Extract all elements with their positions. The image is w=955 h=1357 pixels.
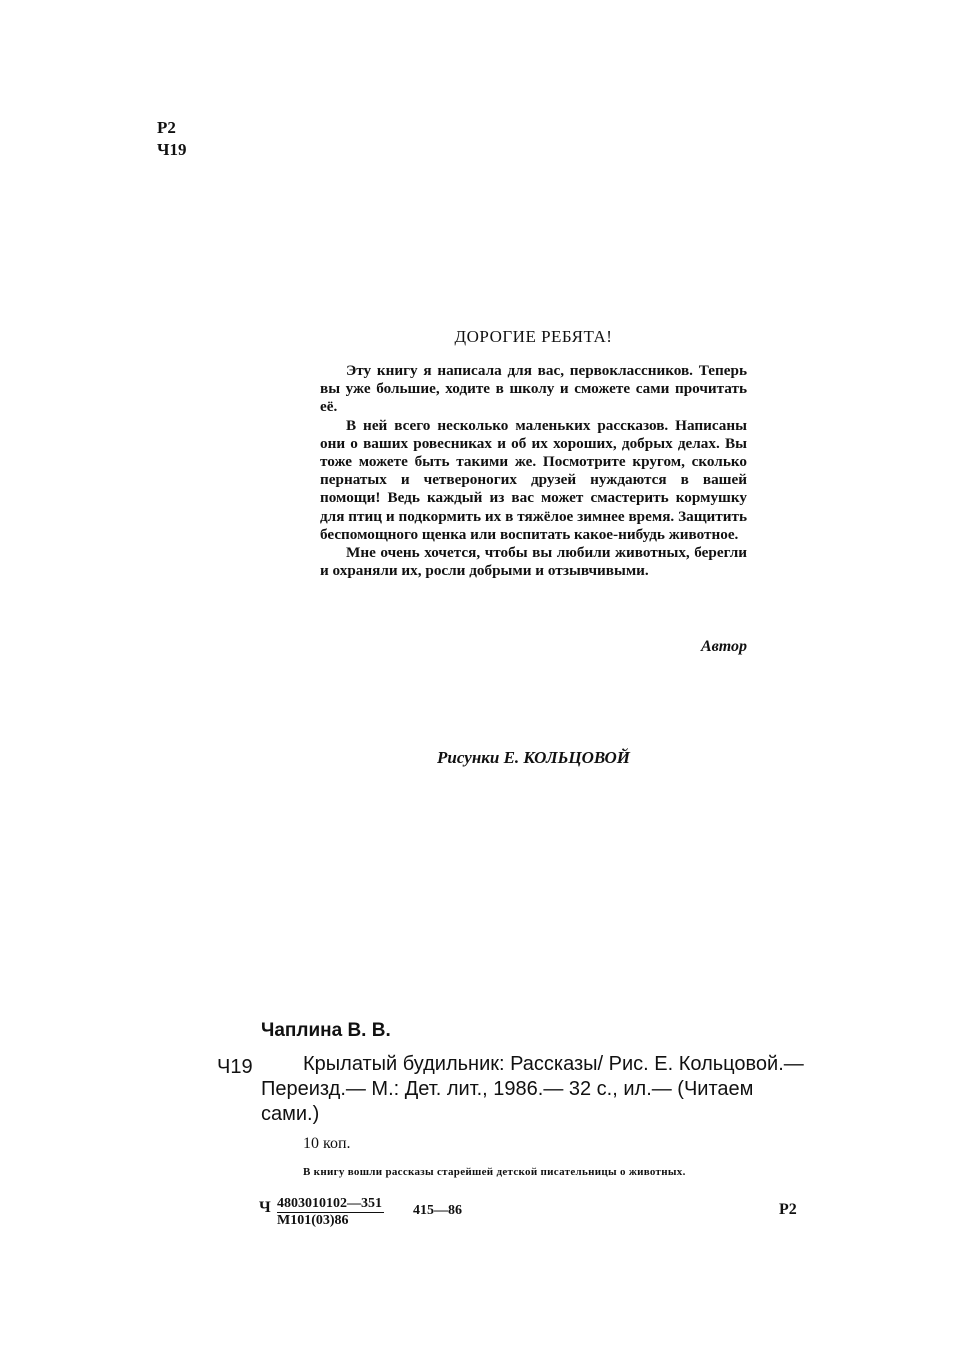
- index-numerator: 4803010102—351: [277, 1196, 382, 1211]
- preface-body: [320, 362, 747, 580]
- annotation: В книгу вошли рассказы старейшей детской писательницы о животных.: [303, 1166, 686, 1178]
- preface-paragraph: В ней всего несколько маленьких рассказов. Написаны они о ваших ровесниках и об их хороших, добрых делах. Вы тоже можете быть такими же. Посмотрите кругом, сколько пернатых и четвероногих друзей нуждаются в вашей помощи! Ведь каждый из вас может смастерить кормушку для птиц и подкормить их в тяжёлое зимнее время. Защитить беспомощного щенка или воспитать какое-нибудь животное.: [320, 416, 747, 543]
- index-fraction: [277, 1196, 384, 1229]
- bib-code: Ч19: [217, 1056, 253, 1078]
- index-tail: 415—86: [413, 1203, 462, 1218]
- classification-code: Р2: [157, 118, 176, 137]
- bib-author: Чаплина В. В.: [261, 1020, 391, 1041]
- index-letter: Ч: [259, 1199, 271, 1216]
- preface-paragraph: Мне очень хочется, чтобы вы любили животных, берегли и охраняли их, росли добрыми и отзывчивыми.: [320, 544, 747, 580]
- preface-signature: Автор: [700, 638, 747, 655]
- index-denominator: М101(03)86: [277, 1213, 349, 1228]
- preface-paragraph: Эту книгу я написала для вас, первоклассников. Теперь вы уже большие, ходите в школу и сможете сами прочитать её.: [320, 362, 747, 416]
- price: 10 коп.: [303, 1135, 351, 1152]
- library-codes: [157, 117, 186, 161]
- preface-title: ДОРОГИЕ РЕБЯТА!: [454, 327, 613, 346]
- illustrations-credit: Рисунки Е. КОЛЬЦОВОЙ: [437, 748, 630, 767]
- author-sign-code: Ч19: [157, 140, 187, 159]
- index-right-code: Р2: [779, 1201, 797, 1218]
- bib-description: Крылатый будильник: Рассказы/ Рис. Е. Кольцовой.— Переизд.— М.: Дет. лит., 1986.— 32 с., ил.— (Читаем сами.): [261, 1053, 804, 1125]
